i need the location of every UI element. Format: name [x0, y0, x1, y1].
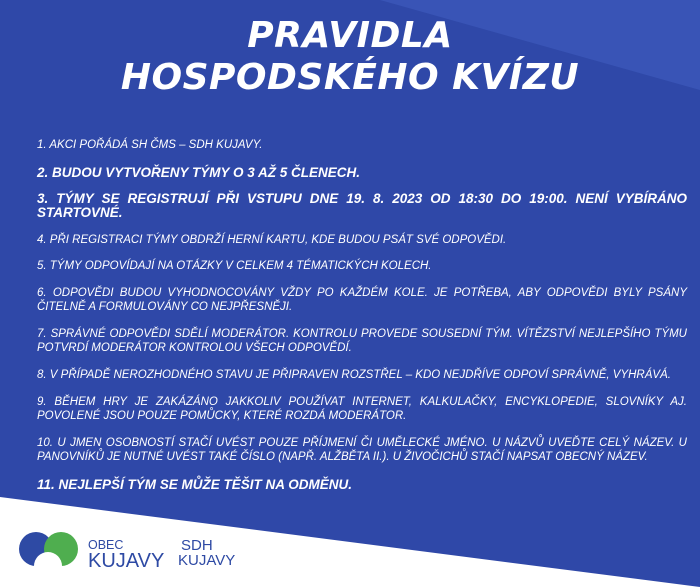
rule-item: 5. TÝMY ODPOVÍDAJÍ NA OTÁZKY V CELKEM 4 TÉMATICKÝCH KOLECH. [37, 260, 432, 272]
logo-white-circle [34, 552, 62, 580]
rule-item: 1. AKCI POŘÁDÁ SH ČMS – SDH KUJAVY. [37, 139, 263, 151]
rule-item: 7. SPRÁVNÉ ODPOVĚDI SDĚLÍ MODERÁTOR. KONTROLU PROVEDE SOUSEDNÍ TÝM. VÍTĚZSTVÍ NEJLEPŠÍHO TÝMU POTVRDÍ MODERÁTOR KONTROLOU VŠECH ODPOVĚDÍ. [37, 328, 687, 354]
page-title-line2: HOSPODSKÉHO KVÍZU [120, 57, 580, 98]
rule-item: 11. NEJLEPŠÍ TÝM SE MŮŽE TĚŠIT NA ODMĚNU. [37, 477, 353, 492]
rule-item: 10. U JMEN OSOBNOSTÍ STAČÍ UVÉST POUZE PŘÍJMENÍ ČI UMĚLECKÉ JMÉNO. U NÁZVŮ UVEĎTE CELÝ NÁZEV. U PANOVNÍKŮ JE NUTNÉ UVÉST TAKÉ ČÍSLO (NAPŘ. ALŽBĚTA II.). U ŽIVOČICHŮ STAČÍ NAPSAT OBECNÝ NÁZEV. [37, 437, 687, 463]
sdh-label: SDH [181, 537, 213, 554]
rule-item: 9. BĚHEM HRY JE ZAKÁZÁNO JAKKOLIV POUŽÍVAT INTERNET, KALKULAČKY, ENCYKLOPEDIE, SLOVNÍKY AJ. POVOLENÉ JSOU POUZE POMŮCKY, KTERÉ ROZDÁ MODERÁTOR. [37, 396, 687, 422]
obec-label: OBEC [88, 538, 124, 552]
rules-list [37, 139, 687, 492]
rule-item: 6. ODPOVĚDI BUDOU VYHODNOCOVÁNY VŽDY PO KAŽDÉM KOLE. JE POTŘEBA, ABY ODPOVĚDI BYLY PSÁNY ČITELNĚ A FORMULOVÁNY CO NEJPŘESNĚJI. [37, 287, 687, 313]
rule-item: 3. TÝMY SE REGISTRUJÍ PŘI VSTUPU DNE 19. 8. 2023 OD 18:30 DO 19:00. NENÍ VYBÍRÁNO STARTOVNÉ. [37, 191, 687, 220]
rule-item: 8. V PŘÍPADĚ NEROZHODNÉHO STAVU JE PŘIPRAVEN ROZSTŘEL – KDO NEJDŘÍVE ODPOVÍ SPRÁVNĚ, VYHRÁVÁ. [37, 369, 671, 381]
obec-name: KUJAVY [88, 550, 165, 572]
obec-kujavy-logo-icon [16, 529, 82, 583]
sdh-name: KUJAVY [178, 552, 236, 569]
page-title-line1: PRAVIDLA [247, 15, 453, 56]
rule-item: 2. BUDOU VYTVOŘENY TÝMY O 3 AŽ 5 ČLENECH. [37, 165, 361, 180]
rule-item: 4. PŘI REGISTRACI TÝMY OBDRŽÍ HERNÍ KARTU, KDE BUDOU PSÁT SVÉ ODPOVĚDI. [37, 234, 507, 246]
